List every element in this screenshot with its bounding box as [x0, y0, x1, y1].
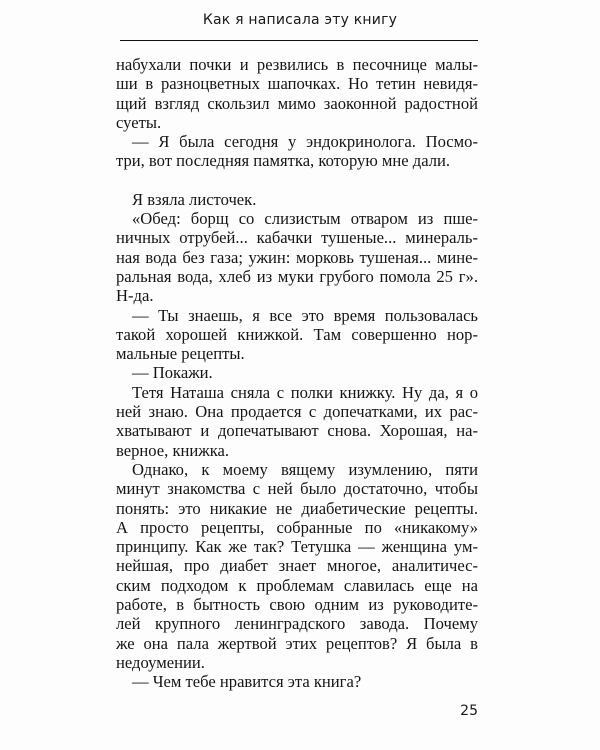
text-line: ским подходом к проблемам славилась еще на — [116, 575, 478, 595]
text-line: ральная вода, хлеб из муки грубого помола 25 г». — [116, 266, 478, 286]
text-line: же она пала жертвой этих рецептов? Я была в — [116, 633, 478, 653]
text-line: щий взгляд скользил мимо заоконной радостной — [116, 93, 478, 113]
paragraph-gap — [116, 171, 478, 190]
body-text — [116, 55, 478, 692]
text-line: — Ты знаешь, я все это время пользовалась — [132, 305, 478, 325]
text-line: ши в разноцветных шапочках. Но тетин невидя- — [116, 74, 478, 94]
text-line: — Чем тебе нравится эта книга? — [132, 672, 362, 692]
text-line: суеты. — [116, 112, 162, 132]
text-line: Я взяла листочек. — [132, 189, 257, 209]
text-line: «Обед: борщ со слизистым отваром из пше- — [132, 209, 478, 229]
text-line: Н-да. — [116, 286, 154, 306]
text-line: принципу. Как же так? Тетушка — женщина ум- — [116, 537, 478, 557]
text-line: минут знакомства с ней было достаточно, чтобы — [116, 479, 478, 499]
page-number: 25 — [460, 703, 478, 719]
text-line: А просто рецепты, собранные по «никакому» — [116, 517, 478, 537]
text-line: ничных отрубей... кабачки тушеные... минераль- — [116, 228, 478, 248]
text-line: верное, книжка. — [116, 440, 230, 460]
text-line: работе, в бытность свою одним из руководите- — [116, 595, 478, 615]
text-line: ней знаю. Она продается с допечатками, их рас- — [116, 402, 478, 422]
text-line: лей крупного ленинградского завода. Почему — [116, 614, 478, 634]
text-line: Однако, к моему вящему изумлению, пяти — [132, 459, 478, 479]
text-line: хватывают и допечатывают снова. Хорошая, на- — [116, 421, 478, 441]
header-rule — [120, 40, 478, 41]
text-line: набухали почки и резвились в песочнице малы- — [116, 55, 478, 74]
text-line: недоумении. — [116, 652, 205, 672]
text-line: нейшая, про диабет знает многое, аналитичес- — [116, 556, 478, 576]
text-line: мальные рецепты. — [116, 344, 245, 364]
text-block-1 — [116, 55, 478, 171]
text-line: ная вода без газа; ужин: морковь тушеная... мине- — [116, 247, 478, 267]
text-line: — Покажи. — [132, 363, 213, 383]
text-line: — Я была сегодня у эндокринолога. Посмо- — [132, 132, 478, 152]
text-line: три, вот последняя памятка, которую мне дали. — [116, 151, 451, 171]
text-line: такой хорошей книжкой. Там совершенно нор- — [116, 324, 478, 344]
text-block-2 — [116, 190, 478, 692]
text-line: Тетя Наташа сняла с полки книжку. Ну да, я о — [132, 382, 478, 402]
text-line: понять: это никакие не диабетические рецепты. — [116, 498, 478, 518]
running-head: Как я написала эту книгу — [202, 12, 398, 28]
